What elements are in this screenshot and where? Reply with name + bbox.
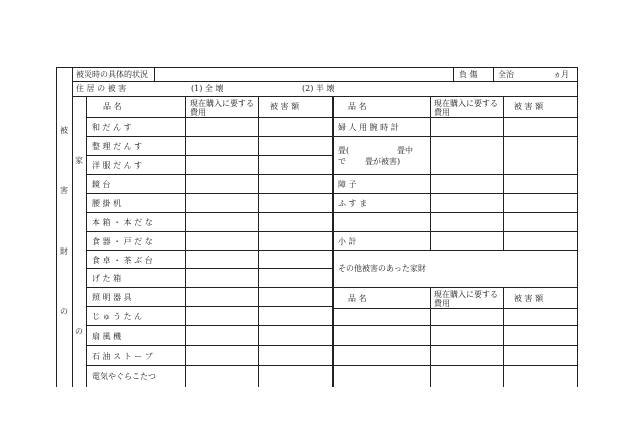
- side-inner-1: 家: [75, 156, 83, 165]
- rule-right-col-damage: [503, 96, 504, 250]
- right-item-tatami-c: で: [338, 157, 346, 166]
- rule-items-left: [86, 96, 87, 387]
- rule-right-col-damage-2: [503, 287, 504, 387]
- house-damage-label: 住 居 の 被 害: [76, 84, 127, 93]
- right-item-fusuma: ふ す ま: [338, 199, 368, 208]
- rule-inner-left: [72, 67, 73, 387]
- left-item: 本 箱 ・ 本 だ な: [92, 218, 153, 227]
- left-col-damage-header: 被 害 額: [270, 102, 300, 111]
- left-item: 石 油 ス ト ー ブ: [92, 352, 153, 361]
- side-outer-3: 財: [60, 247, 68, 256]
- side-inner-2: の: [75, 327, 83, 336]
- rule-left-row: [86, 306, 333, 307]
- house-damage-option-2: (2) 半 壊: [302, 84, 335, 93]
- right-col-damage-header: 被 害 額: [514, 102, 544, 111]
- rule-left-col-damage: [258, 96, 259, 387]
- rule-left-row: [86, 268, 333, 269]
- left-item: 洋 服 だ ん す: [92, 161, 143, 170]
- left-item: 食 卓 ・ 茶 ぶ 台: [92, 256, 153, 265]
- right-item-shoji: 障 子: [338, 180, 357, 189]
- right-item-tatami-b: 畳中: [397, 146, 413, 155]
- rule-recovery-sep: [493, 67, 494, 81]
- left-item: 照 明 器 具: [92, 293, 132, 302]
- rule-situation-sep: [154, 67, 155, 81]
- rule-outer-left: [56, 67, 57, 387]
- rule-right-col-cost-2: [430, 287, 431, 387]
- rule-right-row: [333, 136, 577, 137]
- side-outer-1: 被: [60, 126, 68, 135]
- right2-col-damage-header: 被 害 額: [514, 294, 544, 303]
- left-item: 電気やぐらこたつ: [92, 372, 156, 381]
- left-item: 食 器 ・ 戸 だ な: [92, 237, 153, 246]
- rule-center-2: [333, 96, 334, 387]
- right-col-cost-header: 現在購入に要する費用: [434, 99, 498, 117]
- left-col-cost-header: 現在購入に要する費用: [190, 99, 254, 117]
- side-outer-4: の: [60, 307, 68, 316]
- right-other-label: その他被害のあった家財: [338, 264, 426, 273]
- rule-1: [72, 81, 577, 82]
- right-item-subtotal: 小 計: [338, 237, 357, 246]
- side-outer-2: 害: [60, 186, 68, 195]
- rule-left-row: [86, 155, 333, 156]
- left-item: 腰 掛 机: [92, 199, 122, 208]
- rule-right-header: [333, 308, 577, 309]
- rule-right-col-cost: [430, 96, 431, 250]
- rule-2: [72, 96, 577, 97]
- right-item-tatami-d: 畳が被害): [365, 157, 401, 166]
- right-item-watch: 婦 人 用 腕 時 計: [338, 123, 399, 132]
- left-col-item-header: 品 名: [103, 102, 122, 111]
- left-item: 和 だ ん す: [92, 123, 132, 132]
- house-damage-option-1: (1) 全 壊: [191, 84, 224, 93]
- left-item: 扇 風 機: [92, 332, 122, 341]
- left-item: 鏡 台: [92, 180, 111, 189]
- right-item-tatami-a: 畳(: [338, 146, 350, 155]
- recovery-label: 全治: [498, 70, 514, 79]
- rule-top: [56, 67, 577, 68]
- recovery-unit: ヵ月: [553, 70, 569, 79]
- rule-injury-sep: [453, 67, 454, 81]
- right2-col-cost-header: 現在購入に要する費用: [434, 290, 498, 308]
- left-item: じ ゅ う た ん: [92, 312, 143, 321]
- left-item: げ た 箱: [92, 274, 122, 283]
- injury-label: 負 傷: [459, 70, 478, 79]
- rule-outer-right: [577, 67, 578, 387]
- situation-label: 被災時の具体的状況: [76, 70, 148, 79]
- rule-left-row: [86, 136, 333, 137]
- left-item: 整 理 だ ん す: [92, 142, 143, 151]
- right2-col-item-header: 品 名: [348, 294, 367, 303]
- right-col-item-header: 品 名: [348, 102, 367, 111]
- rule-left-col-cost: [185, 96, 186, 387]
